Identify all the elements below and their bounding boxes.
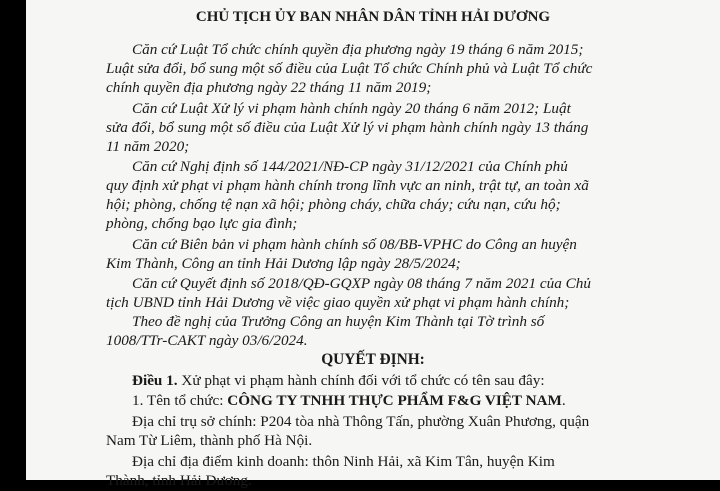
article-1-text: Xử phạt vi phạm hành chính đối với tổ chức có tên sau đây:	[177, 372, 545, 389]
preamble-line: quy định xử phạt vi phạm hành chính trong lĩnh vực an ninh, trật tự, an toàn xã	[106, 177, 589, 194]
preamble-line: Theo đề nghị của Trưởng Công an huyện Kim Thành tại Tờ trình số	[132, 313, 545, 330]
org-name: CÔNG TY TNHH THỰC PHẨM F&G VIỆT NAM	[227, 392, 562, 409]
article-1-label: Điều 1.	[132, 372, 178, 389]
preamble-line: Căn cứ Quyết định số 2018/QĐ-GQXP ngày 08 tháng 7 năm 2021 của Chủ	[132, 275, 591, 292]
preamble-line: Căn cứ Biên bản vi phạm hành chính số 08/BB-VPHC do Công an huyện	[132, 236, 577, 253]
org-name-suffix: .	[561, 392, 566, 409]
preamble-line: Căn cứ Nghị định số 144/2021/NĐ-CP ngày 31/12/2021 của Chính phủ	[132, 158, 568, 175]
preamble-line: tịch UBND tỉnh Hải Dương về việc giao quyền xử phạt vi phạm hành chính;	[106, 294, 570, 311]
document-page	[26, 0, 720, 489]
preamble-line: 1008/TTr-CAKT ngày 03/6/2024.	[106, 332, 308, 349]
article-1	[132, 371, 545, 391]
org-name-prefix: 1. Tên tổ chức:	[132, 392, 228, 409]
business-address-line: Địa chỉ địa điểm kinh doanh: thôn Ninh Hải, xã Kim Tân, huyện Kim	[132, 453, 555, 470]
preamble-line: sửa đổi, bổ sung một số điều của Luật Xử lý vi phạm hành chính ngày 13 tháng	[106, 119, 589, 136]
document-title: CHỦ TỊCH ỦY BAN NHÂN DÂN TỈNH HẢI DƯƠNG	[195, 9, 551, 25]
decision-heading: QUYẾT ĐỊNH:	[321, 351, 425, 368]
preamble-line: chính quyền địa phương ngày 22 tháng 11 năm 2019;	[106, 79, 432, 96]
preamble-line: Luật sửa đổi, bổ sung một số điều của Luật Tổ chức Chính phủ và Luật Tổ chức	[106, 60, 593, 77]
preamble-line: 11 năm 2020;	[106, 138, 190, 155]
preamble-line: Căn cứ Luật Xử lý vi phạm hành chính ngày 20 tháng 6 năm 2012; Luật	[132, 100, 571, 117]
business-address-line: Thành, tỉnh Hải Dương.	[106, 472, 252, 489]
hq-address-line: Địa chỉ trụ sở chính: P204 tòa nhà Thông Tấn, phường Xuân Phương, quận	[132, 413, 590, 430]
preamble-line: Kim Thành, Công an tỉnh Hải Dương lập ngày 28/5/2024;	[106, 255, 461, 272]
preamble-line: Căn cứ Luật Tổ chức chính quyền địa phương ngày 19 tháng 6 năm 2015;	[132, 41, 584, 58]
preamble-line: phòng, chống bạo lực gia đình;	[106, 215, 298, 232]
hq-address-line: Nam Từ Liêm, thành phố Hà Nội.	[106, 432, 313, 449]
preamble-line: hội; phòng, chống tệ nạn xã hội; phòng cháy, chữa cháy; cứu nạn, cứu hộ;	[106, 196, 561, 213]
org-name-line	[132, 391, 566, 411]
